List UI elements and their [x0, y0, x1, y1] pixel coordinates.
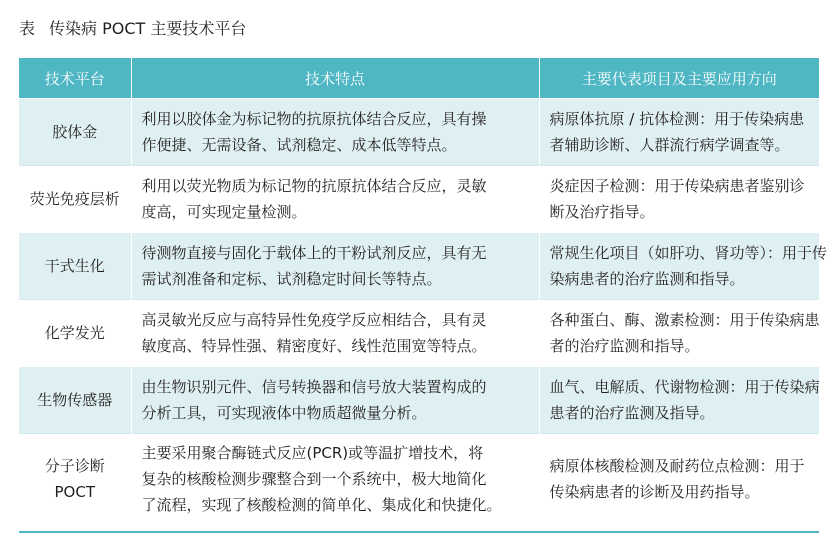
cell-line: 荧光免疫层析 [29, 190, 120, 208]
applications-cell [539, 367, 819, 434]
cell-line: 了流程，实现了核酸检测的简单化、集成化和快捷化。 [141, 496, 502, 514]
poct-platform-table [19, 58, 828, 524]
cell-line: 复杂的核酸检测步骤整合到一个系统中，极大地简化 [141, 470, 487, 488]
cell-line: 干式生化 [44, 257, 105, 275]
applications-cell [539, 166, 819, 233]
platform-cell [19, 300, 131, 367]
cell-line: 病原体核酸检测及耐药位点检测：用于 [549, 457, 805, 475]
cell-line: 分析工具，可实现液体中物质超微量分析。 [141, 404, 427, 422]
features-cell [131, 300, 539, 367]
features-cell [131, 166, 539, 233]
applications-cell [539, 434, 819, 525]
cell-line: 者辅助诊断、人群流行病学调查等。 [549, 136, 790, 154]
features-cell [131, 367, 539, 434]
cell-line: 胶体金 [52, 123, 98, 141]
cell-line: 病原体抗原 / 抗体检测：用于传染病患 [549, 110, 805, 128]
cell-line: 度高，可实现定量检测。 [141, 203, 307, 221]
cell-line: 患者的治疗监测及指导。 [549, 404, 715, 422]
cell-line: 需试剂准备和定标、试剂稳定时间长等特点。 [141, 270, 442, 288]
header-row [19, 58, 819, 99]
cell-line: 敏度高、特异性强、精密度好、线性范围宽等特点。 [141, 337, 487, 355]
cell-line: 传染病患者的诊断及用药指导。 [549, 483, 760, 501]
cell-line: 高灵敏光反应与高特异性免疫学反应相结合，具有灵 [141, 311, 487, 329]
cell-line: 主要采用聚合酶链式反应(PCR)或等温扩增技术，将 [141, 444, 484, 462]
platform-cell [19, 434, 131, 525]
cell-line: 作便捷、无需设备、试剂稳定、成本低等特点。 [141, 136, 457, 154]
table-row [19, 300, 819, 367]
table-row [19, 99, 819, 166]
caption-prefix: 表 [19, 19, 36, 38]
header-applications: 主要代表项目及主要应用方向 [539, 58, 819, 99]
cell-line: 者的治疗监测和指导。 [549, 337, 700, 355]
cell-line: 生物传感器 [37, 391, 113, 409]
cell-line: 炎症因子检测：用于传染病患者鉴别诊 [549, 177, 805, 195]
table-row [19, 434, 819, 525]
cell-line: 待测物直接与固化于载体上的干粉试剂反应，具有无 [141, 244, 487, 262]
table-row [19, 367, 819, 434]
cell-line: 由生物识别元件、信号转换器和信号放大装置构成的 [141, 378, 487, 396]
table-row [19, 233, 819, 300]
platform-cell [19, 233, 131, 300]
features-cell [131, 233, 539, 300]
cell-line: 常规生化项目（如肝功、肾功等）：用于传 [549, 244, 828, 262]
cell-line: 断及治疗指导。 [549, 203, 655, 221]
cell-line: 各种蛋白、酶、激素检测：用于传染病患 [549, 311, 820, 329]
caption-title: 传染病 POCT 主要技术平台 [49, 19, 247, 38]
table-caption [19, 18, 246, 40]
applications-cell [539, 99, 819, 166]
platform-cell [19, 166, 131, 233]
table-bottom-rule [19, 531, 819, 533]
cell-line: POCT [54, 483, 95, 501]
cell-line: 分子诊断 [44, 457, 105, 475]
header-platform: 技术平台 [19, 58, 131, 99]
features-cell [131, 434, 539, 525]
features-cell [131, 99, 539, 166]
platform-cell [19, 99, 131, 166]
cell-line: 化学发光 [44, 324, 105, 342]
cell-line: 利用以胶体金为标记物的抗原抗体结合反应，具有操 [141, 110, 487, 128]
header-features: 技术特点 [131, 58, 539, 99]
cell-line: 血气、电解质、代谢物检测：用于传染病 [549, 378, 820, 396]
cell-line: 染病患者的治疗监测和指导。 [549, 270, 745, 288]
applications-cell [539, 233, 828, 300]
cell-line: 利用以荧光物质为标记物的抗原抗体结合反应，灵敏 [141, 177, 487, 195]
applications-cell [539, 300, 819, 367]
table-row [19, 166, 819, 233]
platform-cell [19, 367, 131, 434]
